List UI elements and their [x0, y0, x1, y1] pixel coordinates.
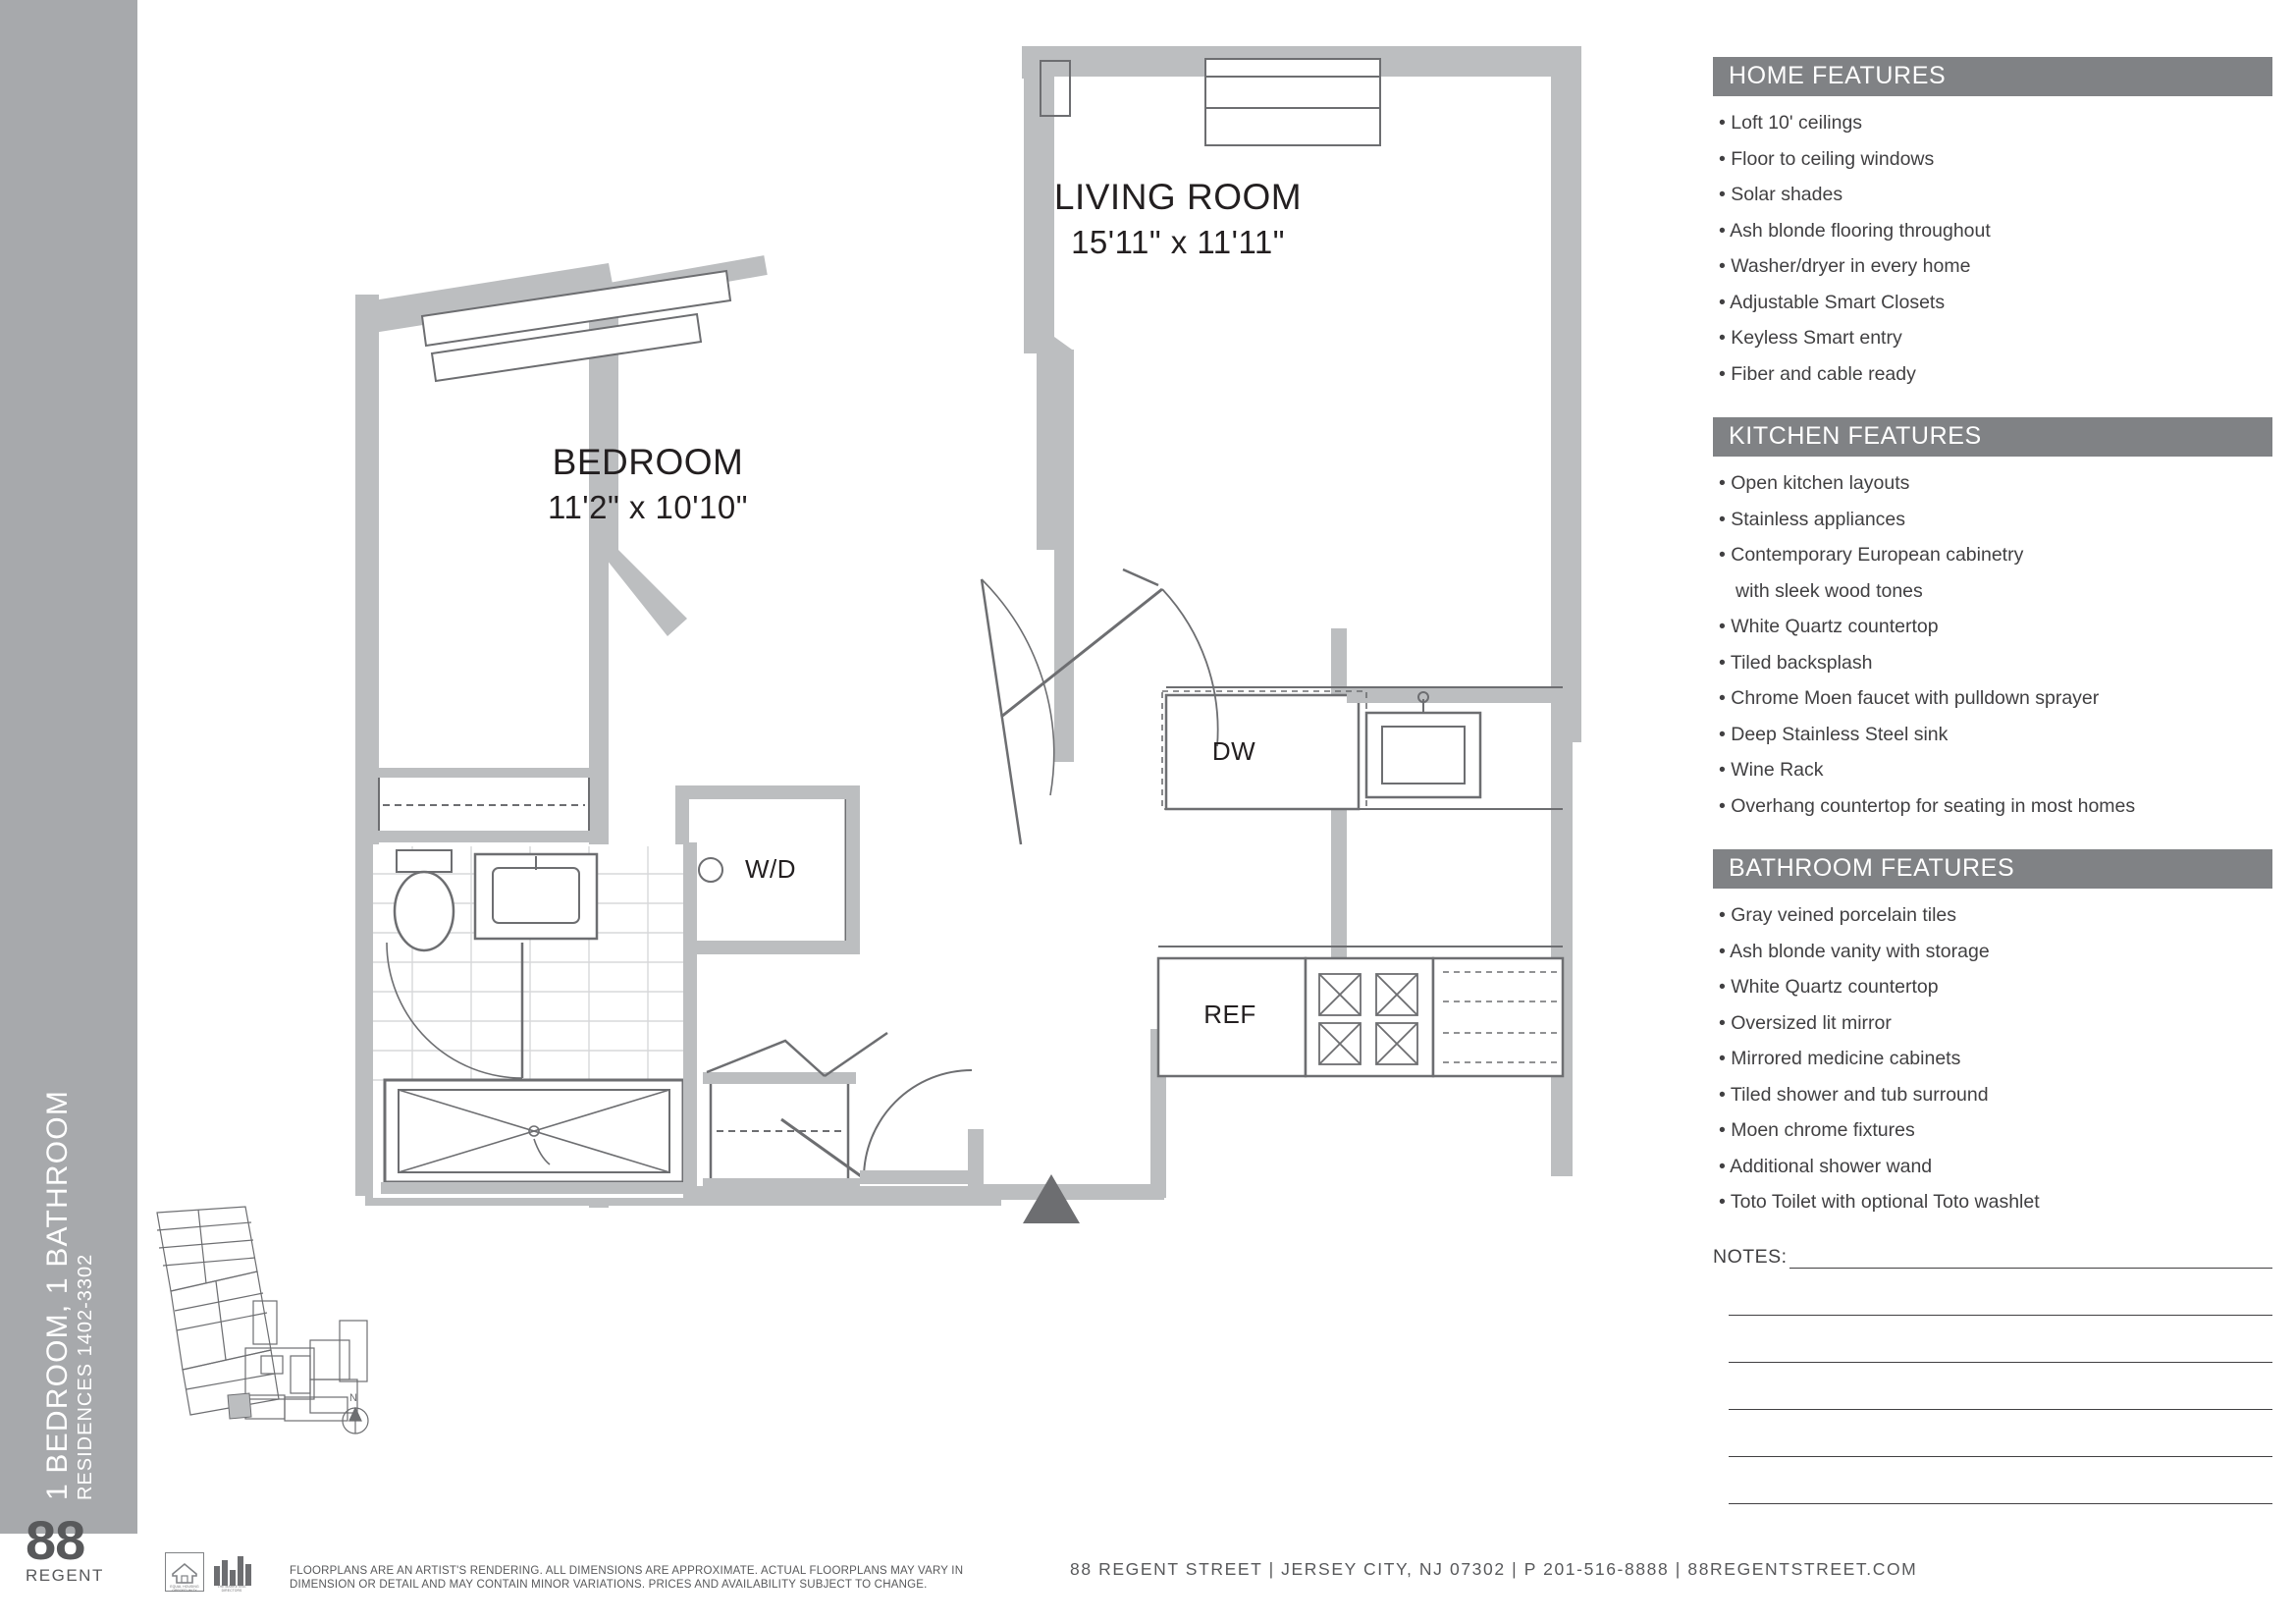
- list-item: • Adjustable Smart Closets: [1719, 291, 1946, 313]
- list-item-continuation: with sleek wood tones: [1735, 579, 1923, 602]
- list-item: • Ash blonde flooring throughout: [1719, 219, 1991, 242]
- list-item: • Wine Rack: [1719, 759, 1824, 781]
- feature-list-bathroom: [1713, 897, 2272, 1220]
- list-item: • White Quartz countertop: [1719, 616, 1939, 637]
- footer-legal-text: FLOORPLANS ARE AN ARTIST'S RENDERING. ALL DIMENSIONS ARE APPROXIMATE. ACTUAL FLOORPLANS MAY VARY IN DIMENSION OR DETAIL AND MAY CONTAIN MINOR VARIATIONS. PRICES AND AVAILABILITY SUBJECT TO CHANGE.: [290, 1565, 964, 1591]
- list-item: • Floor to ceiling windows: [1719, 147, 1935, 170]
- room-dimensions: 11'2" x 10'10": [548, 489, 748, 525]
- list-item: • Ash blonde vanity with storage: [1719, 940, 1990, 962]
- notes-blank-line[interactable]: [1729, 1363, 2272, 1410]
- feature-list-home: [1713, 105, 2272, 392]
- section-header-bathroom: BATHROOM FEATURES: [1713, 849, 2272, 889]
- notes-field[interactable]: [1713, 1246, 2272, 1269]
- plan-subtitle: RESIDENCES 1402-3302: [74, 1253, 96, 1500]
- appliance-tag-refrigerator: REF: [1203, 1000, 1256, 1029]
- room-name: BEDROOM: [552, 442, 744, 482]
- equal-housing-label: EQUAL HOUSING OPPORTUNITY: [170, 1585, 199, 1593]
- list-item: • Keyless Smart entry: [1719, 327, 1902, 349]
- brand-logo: [26, 1509, 104, 1586]
- list-item: • Chrome Moen faucet with pulldown sprayer: [1719, 687, 2100, 709]
- list-item: • Deep Stainless Steel sink: [1719, 723, 1949, 745]
- left-title-bar: [0, 0, 137, 1534]
- section-header-home: HOME FEATURES: [1713, 57, 2272, 96]
- logo-number: 88: [26, 1509, 85, 1571]
- list-item: • Loft 10' ceilings: [1719, 112, 1863, 134]
- notes-label: NOTES:: [1713, 1245, 1788, 1268]
- notes-blank-line[interactable]: [1729, 1457, 2272, 1504]
- list-item: • Tiled backsplash: [1719, 651, 1873, 674]
- marketing-directors-label: THE MARKETING DIRECTORS: [217, 1585, 246, 1593]
- list-item: • Overhang countertop for seating in most homes: [1719, 794, 2136, 817]
- features-panel: [1713, 57, 2272, 1504]
- floorplan-drawing: [137, 0, 1713, 1623]
- footer-contact-text: 88 REGENT STREET | JERSEY CITY, NJ 07302 | P 201-516-8888 | 88REGENTSTREET.COM: [1070, 1559, 1918, 1579]
- list-item: • Contemporary European cabinetry: [1719, 544, 2024, 566]
- logo-wordmark: REGENT: [26, 1566, 104, 1585]
- feature-list-kitchen: [1713, 465, 2272, 824]
- left-title-bar-rotated: [0, 0, 137, 1534]
- notes-rule[interactable]: [1789, 1249, 2272, 1269]
- list-item: • Solar shades: [1719, 184, 1843, 205]
- list-item: • Mirrored medicine cabinets: [1719, 1048, 1961, 1069]
- list-item: • Oversized lit mirror: [1719, 1011, 1892, 1034]
- appliance-tag-dishwasher: DW: [1211, 736, 1256, 766]
- list-item: • White Quartz countertop: [1719, 976, 1939, 998]
- notes-blank-line[interactable]: [1729, 1410, 2272, 1457]
- section-header-kitchen: KITCHEN FEATURES: [1713, 417, 2272, 457]
- list-item: • Gray veined porcelain tiles: [1719, 904, 1957, 926]
- room-dimensions: 15'11" x 11'11": [1071, 224, 1285, 260]
- list-item: • Toto Toilet with optional Toto washlet: [1719, 1191, 2040, 1213]
- room-label-living-room: [962, 177, 1394, 261]
- notes-blank-line[interactable]: [1729, 1316, 2272, 1363]
- svg-text:N: N: [349, 1392, 357, 1404]
- plan-title: 1 BEDROOM, 1 BATHROOM: [40, 1089, 74, 1500]
- list-item: • Additional shower wand: [1719, 1155, 1933, 1177]
- appliance-tag-washer-dryer: W/D: [744, 854, 797, 884]
- room-name: LIVING ROOM: [1053, 177, 1303, 217]
- list-item: • Open kitchen layouts: [1719, 472, 1910, 494]
- room-label-bedroom: [432, 442, 864, 526]
- list-item: • Moen chrome fixtures: [1719, 1119, 1915, 1141]
- notes-blank-line[interactable]: [1729, 1269, 2272, 1316]
- list-item: • Washer/dryer in every home: [1719, 255, 1971, 277]
- list-item: • Tiled shower and tub surround: [1719, 1083, 1989, 1106]
- list-item: • Stainless appliances: [1719, 508, 1906, 530]
- list-item: • Fiber and cable ready: [1719, 362, 1916, 385]
